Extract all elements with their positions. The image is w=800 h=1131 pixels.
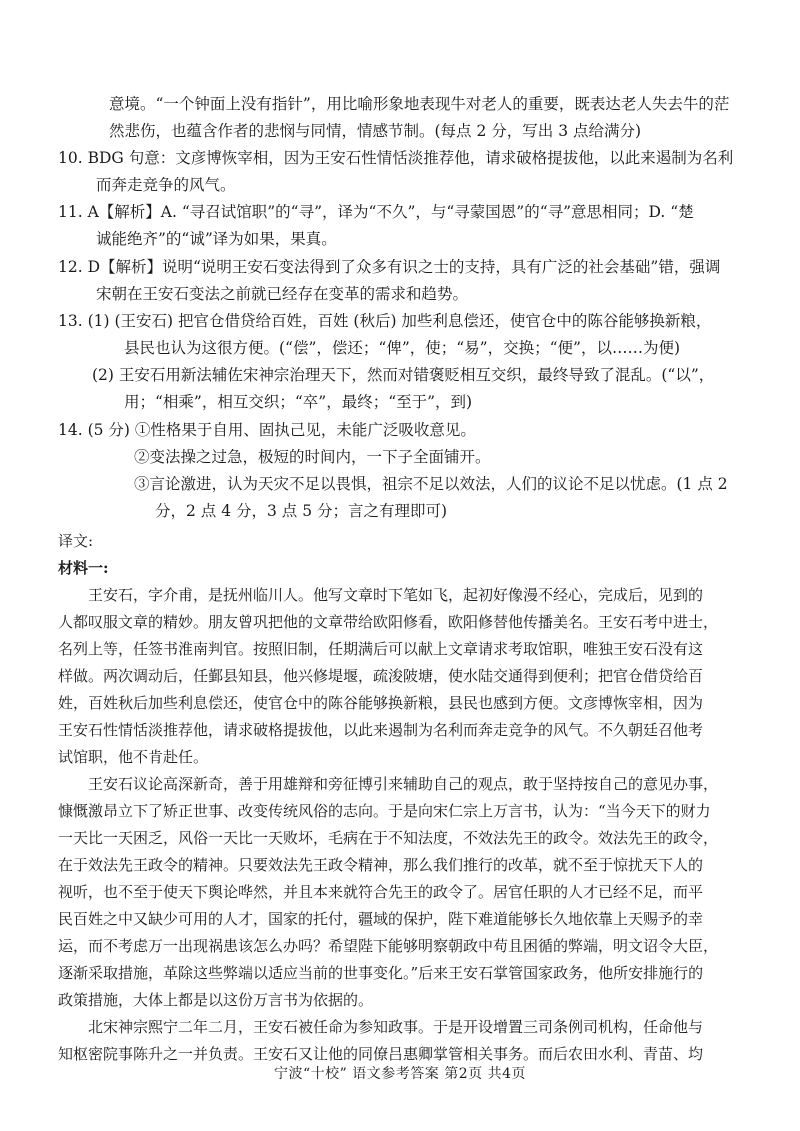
answer-12: 12. D【解析】说明“说明王安石变法得到了众多有识之士的支持，具有广泛的社会基础”错，强调 xyxy=(58,258,721,276)
translation-line: 知枢密院事陈升之一并负责。王安石又让他的同僚吕惠卿掌管相关事务。而后农田水利、青苗、均 xyxy=(58,1045,704,1063)
translation-line: 王安石性情恬淡推荐他，请求破格提拔他，以此来遏制为名利而奔走竞争的风气。不久朝廷召他考 xyxy=(58,721,704,739)
answer-line: 意境。“一个钟面上没有指针”，用比喻形象地表现牛对老人的重要，既表达老人失去牛的茫 xyxy=(109,95,730,113)
answer-14-point-2: ②变法操之过急，极短的时间内，一下子全面铺开。 xyxy=(134,448,491,466)
answer-13-2: (2) 王安石用新法辅佐宋神宗治理天下，然而对错褒贬相互交织，最终导致了混乱。(“以”， xyxy=(92,366,715,384)
translation-line: 样做。两次调动后，任鄞县知县，他兴修堤堰，疏浚陂塘，使水陆交通得到便利；把官仓借贷给百 xyxy=(58,667,704,685)
answer-line: 分，2 点 4 分，3 点 5 分；言之有理即可) xyxy=(155,502,448,520)
answer-line: 县民也认为这很方便。(“偿”，偿还；“俾”，使；“易”，交换；“便”，以……为便) xyxy=(124,339,680,357)
translation-line: 王安石，字介甫，是抚州临川人。他写文章时下笔如飞，起初好像漫不经心，完成后，见到的 xyxy=(88,586,704,604)
translation-line: 政策措施，大体上都是以这份万言书为依据的。 xyxy=(58,991,374,1009)
answer-line: 而奔走竞争的风气。 xyxy=(96,176,236,194)
translation-line: 逐渐采取措施，革除这些弊端以适应当前的世事变化。”后来王安石掌管国家政务，他所安排施行的 xyxy=(58,964,704,982)
answer-13-1: 13. (1) (王安石) 把官仓借贷给百姓，百姓 (秋后) 加些利息偿还，使官仓中的陈谷能够换新粮， xyxy=(58,312,712,330)
answer-14: 14. (5 分) ①性格果于自用、固执己见，未能广泛吸收意见。 xyxy=(58,421,476,439)
answer-10: 10. BDG 句意：文彦博恢宰相，因为王安石性情恬淡推荐他，请求破格提拔他，以此来遏制为名利 xyxy=(58,149,734,167)
answer-14-point-3: ③言论激进，认为天灾不足以畏惧，祖宗不足以效法，人们的议论不足以忧虑。(1 点 2 xyxy=(134,475,728,493)
answer-line: 诚能绝齐”的“诚”译为如果，果真。 xyxy=(96,230,337,248)
translation-line: 名列上等，任签书淮南判官。按照旧制，任期满后可以献上文章请求考取馆职，唯独王安石没有这 xyxy=(58,640,704,658)
translation-line: 试馆职，他不肯赴任。 xyxy=(58,748,209,766)
answer-line: 宋朝在王安石变法之前就已经存在变革的需求和趋势。 xyxy=(96,285,469,303)
translation-line: 慷慨激昂立下了矫正世事、改变传统风俗的志向。于是向宋仁宗上万言书，认为：“当今天下的财力 xyxy=(58,802,711,820)
answer-line: 用；“相乘”，相互交织；“卒”，最终；“至于”，到) xyxy=(124,393,473,411)
translation-line: 运，而不考虑万一出现祸患该怎么办吗？希望陛下能够明察朝政中苟且困循的弊端，明文诏令大臣， xyxy=(58,937,719,955)
translation-line: 王安石议论高深新奇，善于用雄辩和旁征博引来辅助自己的观点，敢于坚持按自己的意见办事， xyxy=(88,775,719,793)
translation-line: 北宋神宗熙宁二年二月，王安石被任命为参知政事。于是开设增置三司条例司机构，任命他与 xyxy=(88,1018,704,1036)
answer-11: 11. A【解析】A. “寻召试馆职”的“寻”，译为“不久”，与“寻蒙国恩”的“寻”意思相同；D. “楚 xyxy=(58,203,694,221)
answer-line: 然悲伤，也蕴含作者的悲悯与同情，情感节制。(每点 2 分，写出 3 点给满分) xyxy=(109,122,642,140)
translation-line: 姓，百姓秋后加些利息偿还，使官仓中的陈谷能够换新粮，县民也感到方便。文彦博恢宰相，因为 xyxy=(58,694,704,712)
translation-line: 人都叹服文章的精妙。朋友曾巩把他的文章带给欧阳修看，欧阳修替他传播美名。王安石考中进士， xyxy=(58,613,719,631)
translation-line: 视听，也不至于使天下舆论哗然，并且本来就符合先王的政令了。居官任职的人才已经不足，而平 xyxy=(58,883,704,901)
translation-line: 在于效法先王政令的精神。只要效法先王政令精神，那么我们推行的改革，就不至于惊扰天下人的 xyxy=(58,856,704,874)
translation-label: 译文: xyxy=(58,532,94,550)
translation-line: 民百姓之中又缺少可用的人才，国家的托付，疆域的保护，陛下难道能够长久地依靠上天赐予的幸 xyxy=(58,910,704,928)
page-footer: 宁波“十校” 语文参考答案 第2页 共4页 xyxy=(274,1066,526,1082)
translation-line: 一天比一天困乏，风俗一天比一天败坏，毛病在于不知法度，不效法先王的政令。效法先王的政令， xyxy=(58,829,719,847)
section-title: 材料一: xyxy=(58,559,109,577)
